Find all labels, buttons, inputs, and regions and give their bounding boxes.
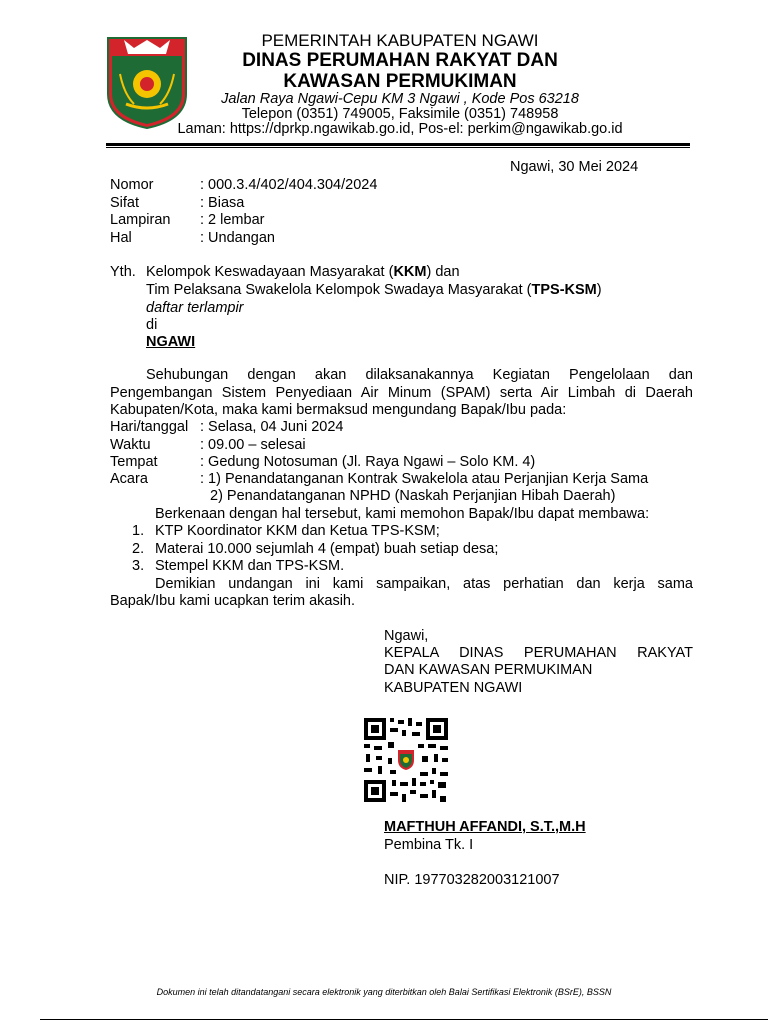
meta-label: Sifat [110,195,140,211]
meta-value: : Undangan [200,230,275,246]
body-paragraph-line: Demikian undangan ini kami sampaikan, atas perhatian dan kerja sama [155,576,693,592]
list-item: KTP Koordinator KKM dan Ketua TPS-KSM; [155,523,440,539]
meta-label: Nomor [110,177,154,193]
addressee-city: NGAWI [146,334,196,350]
letterhead-address: Jalan Raya Ngawi-Cepu KM 3 Ngawi , Kode Pos 63218 [221,91,579,107]
signatory-nip: NIP. 197703282003121007 [384,872,560,888]
meta-value: : Biasa [200,195,245,211]
letterhead-government: PEMERINTAH KABUPATEN NGAWI [261,31,539,50]
signature-qr-code-icon [362,716,450,804]
letterhead-agency-line2: KAWASAN PERMUKIMAN [283,71,517,92]
body-paragraph-line: Kabupaten/Kota, maka kami bermaksud mengundang Bapak/Ibu pada: [110,402,567,418]
meta-value: : 2 lembar [200,212,265,228]
detail-label: Waktu [110,437,151,453]
signature-title: KABUPATEN NGAWI [384,680,523,696]
body-paragraph-line: Pengembangan Sistem Penyediaan Air Minum (SPAM) serta Air Limbah di Daerah [110,385,693,401]
list-item: Stempel KKM dan TPS-KSM. [155,558,345,574]
meta-value: : 000.3.4/402/404.304/2024 [200,177,378,193]
signature-title: DAN KAWASAN PERMUKIMAN [384,662,593,678]
letterhead-rule-thick [106,143,690,146]
letterhead-web: Laman: https://dprkp.ngawikab.go.id, Pos-el: perkim@ngawikab.go.id [177,121,623,137]
signatory-name: MAFTHUH AFFANDI, S.T.,M.H [384,819,586,835]
list-item-number: 1. [132,523,145,539]
meta-label: Hal [110,230,132,246]
ngawi-emblem-icon [104,34,190,130]
letterhead-rule-thin [106,147,690,148]
detail-value: : 09.00 – selesai [200,437,306,453]
detail-value: : 1) Penandatanganan Kontrak Swakelola atau Perjanjian Kerja Sama [200,471,649,487]
letter-date: Ngawi, 30 Mei 2024 [510,159,639,175]
body-paragraph-line: Berkenaan dengan hal tersebut, kami memohon Bapak/Ibu dapat membawa: [155,506,650,522]
addressee-line3: daftar terlampir [146,300,244,316]
detail-label: Acara [110,471,148,487]
signature-place: Ngawi, [384,628,429,644]
body-paragraph-line: Bapak/Ibu kami ucapkan terim akasih. [110,593,356,609]
list-item: Materai 10.000 sejumlah 4 (empat) buah setiap desa; [155,541,499,557]
signature-title: KEPALA DINAS PERUMAHAN RAKYAT [384,645,693,661]
list-item-number: 3. [132,558,145,574]
detail-value: : Gedung Notosuman (Jl. Raya Ngawi – Solo KM. 4) [200,454,536,470]
detail-acara-2: 2) Penandatanganan NPHD (Naskah Perjanjian Hibah Daerah) [210,488,616,504]
detail-label: Tempat [110,454,158,470]
body-paragraph-line: Sehubungan dengan akan dilaksanakannya Kegiatan Pengelolaan dan [146,367,693,383]
footer-bsre-note: Dokumen ini telah ditandatangani secara elektronik yang diterbitkan oleh Balai Sertifikasi Elektronik (BSrE), BSSN [156,987,612,997]
addressee-yth: Yth. [110,264,136,280]
letterhead-agency-line1: DINAS PERUMAHAN RAKYAT DAN [242,50,558,71]
addressee-line1: Kelompok Keswadayaan Masyarakat (KKM) dan [146,264,460,280]
page-bottom-line [40,1019,768,1020]
detail-value: : Selasa, 04 Juni 2024 [200,419,344,435]
addressee-line4: di [146,317,158,333]
letterhead-phone: Telepon (0351) 749005, Faksimile (0351) 748958 [241,106,559,122]
detail-label: Hari/tanggal [110,419,189,435]
list-item-number: 2. [132,541,145,557]
meta-label: Lampiran [110,212,171,228]
signatory-rank: Pembina Tk. I [384,837,474,853]
addressee-line2: Tim Pelaksana Swakelola Kelompok Swadaya Masyarakat (TPS-KSM) [146,282,602,298]
